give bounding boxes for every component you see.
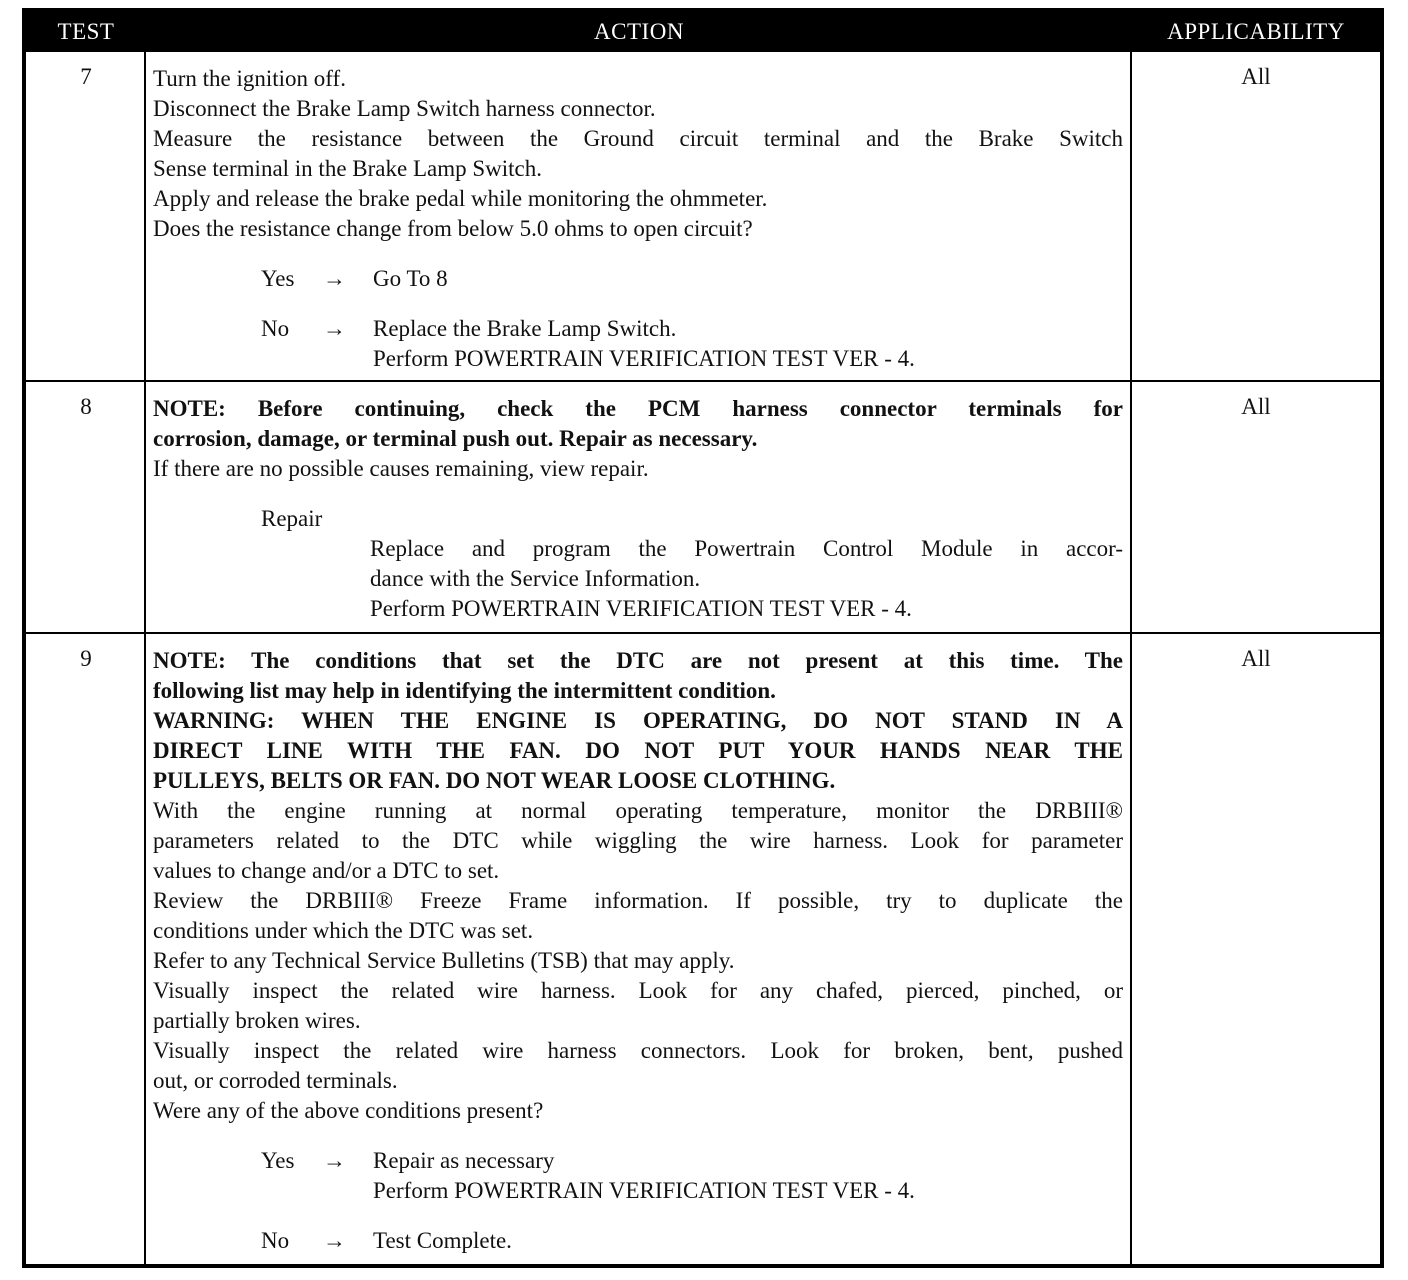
note-line: following list may help in identifying the intermittent condition. [153, 678, 776, 703]
note-line: NOTE: The conditions that set the DTC are not present at this time. The [153, 648, 1123, 673]
no-label: No [261, 316, 290, 341]
repair-line: Replace and program the Powertrain Control Module in accor- [370, 536, 1123, 561]
action-line: partially broken wires. [153, 1008, 361, 1033]
no-result-line: Perform POWERTRAIN VERIFICATION TEST VER - 4. [373, 346, 915, 371]
table-header [26, 12, 1380, 52]
applicability-value: All [1241, 394, 1271, 419]
warning-line: DIRECT LINE WITH THE FAN. DO NOT PUT YOUR HANDS NEAR THE [153, 738, 1123, 763]
right-arrow-icon: → [323, 266, 346, 291]
no-result: Test Complete. [373, 1228, 512, 1253]
applicability-value: All [1241, 64, 1271, 89]
yes-result: Repair as necessary [373, 1148, 555, 1173]
no-label: No [261, 1228, 290, 1253]
action-line: Visually inspect the related wire harness connectors. Look for broken, bent, pushed [153, 1038, 1123, 1063]
diagnostic-test-table [22, 8, 1384, 1268]
yes-result-continued [153, 1176, 1123, 1206]
no-branch [153, 1226, 1123, 1256]
note-line: NOTE: Before continuing, check the PCM harness connector terminals for [153, 396, 1123, 421]
action-line: Visually inspect the related wire harness. Look for any chafed, pierced, pinched, or [153, 978, 1123, 1003]
yes-label: Yes [261, 266, 295, 291]
warning-line: PULLEYS, BELTS OR FAN. DO NOT WEAR LOOSE CLOTHING. [153, 768, 836, 793]
yes-branch [153, 1146, 1123, 1176]
test-number: 7 [80, 64, 92, 89]
repair-label-text: Repair [261, 506, 323, 531]
action-line: Disconnect the Brake Lamp Switch harness connector. [153, 96, 656, 121]
test-number: 9 [80, 646, 92, 671]
action-cell [153, 64, 1123, 374]
action-line: If there are no possible causes remaining, view repair. [153, 456, 649, 481]
action-line: out, or corroded terminals. [153, 1068, 398, 1093]
repair-instructions [370, 534, 1123, 624]
repair-line: Perform POWERTRAIN VERIFICATION TEST VER - 4. [370, 596, 912, 621]
yes-result: Go To 8 [373, 266, 448, 291]
action-line: Turn the ignition off. [153, 66, 346, 91]
note-line: corrosion, damage, or terminal push out. Repair as necessary. [153, 426, 758, 451]
applicability-value: All [1241, 646, 1271, 671]
warning-line: WARNING: WHEN THE ENGINE IS OPERATING, DO NOT STAND IN A [153, 708, 1123, 733]
action-line: values to change and/or a DTC to set. [153, 858, 500, 883]
action-line: Does the resistance change from below 5.0 ohms to open circuit? [153, 216, 753, 241]
yes-result-line: Perform POWERTRAIN VERIFICATION TEST VER - 4. [373, 1178, 915, 1203]
no-branch [153, 314, 1123, 344]
action-cell [153, 646, 1123, 1256]
header-applicability: APPLICABILITY [1167, 19, 1345, 44]
test-row-8 [26, 382, 1380, 632]
right-arrow-icon: → [323, 316, 346, 341]
test-row-7 [26, 52, 1380, 380]
action-line: Were any of the above conditions present? [153, 1098, 544, 1123]
action-line: Apply and release the brake pedal while monitoring the ohmmeter. [153, 186, 768, 211]
action-line: conditions under which the DTC was set. [153, 918, 534, 943]
action-line: Sense terminal in the Brake Lamp Switch. [153, 156, 542, 181]
no-result-continued [153, 344, 1123, 374]
right-arrow-icon: → [323, 1148, 346, 1173]
action-cell [153, 394, 1123, 624]
no-result: Replace the Brake Lamp Switch. [373, 316, 677, 341]
right-arrow-icon: → [323, 1228, 346, 1253]
action-line: Review the DRBIII® Freeze Frame information. If possible, try to duplicate the [153, 888, 1123, 913]
repair-line: dance with the Service Information. [370, 566, 701, 591]
yes-label: Yes [261, 1148, 295, 1173]
action-line: Measure the resistance between the Ground circuit terminal and the Brake Switch [153, 126, 1123, 151]
repair-label [153, 504, 1123, 534]
action-line: Refer to any Technical Service Bulletins (TSB) that may apply. [153, 948, 735, 973]
header-action: ACTION [594, 19, 684, 44]
header-test: TEST [57, 19, 115, 44]
test-number: 8 [80, 394, 92, 419]
yes-branch [153, 264, 1123, 294]
test-row-9 [26, 634, 1380, 1264]
action-line: parameters related to the DTC while wiggling the wire harness. Look for parameter [153, 828, 1123, 853]
action-line: With the engine running at normal operating temperature, monitor the DRBIII® [153, 798, 1123, 823]
